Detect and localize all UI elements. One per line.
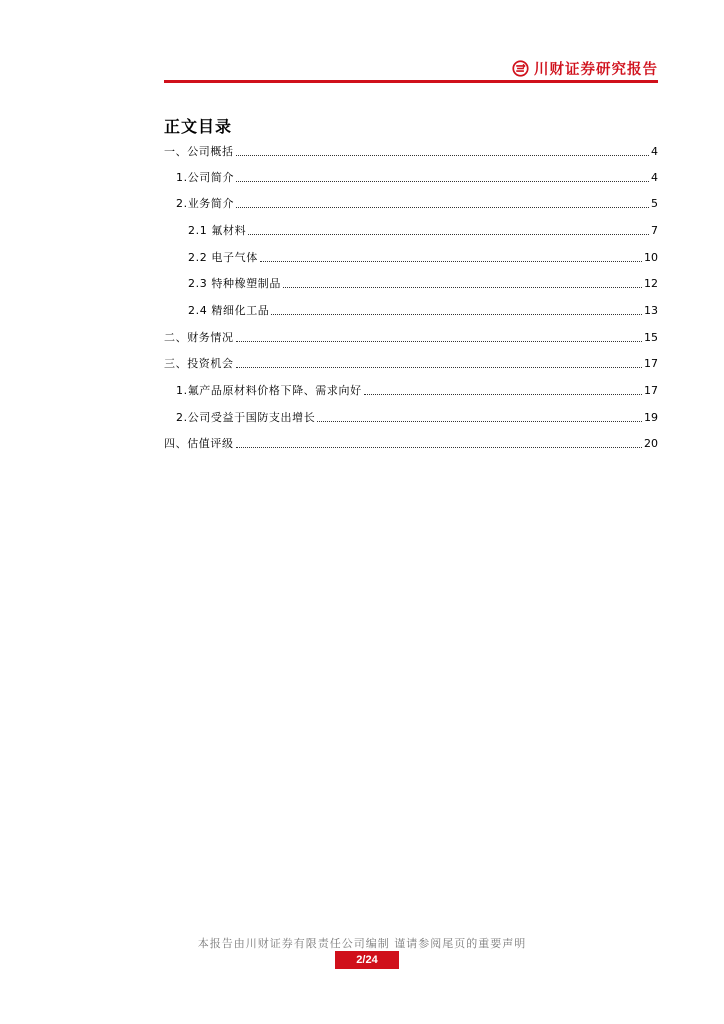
brand-logo xyxy=(512,58,658,79)
toc-entry-page: 13 xyxy=(644,304,658,317)
toc-entry[interactable] xyxy=(164,436,658,452)
toc-entry-page: 20 xyxy=(644,437,658,450)
toc-entry[interactable] xyxy=(176,383,658,399)
toc-entry[interactable] xyxy=(188,276,658,292)
toc-leader xyxy=(236,340,642,342)
toc-entry-page: 10 xyxy=(644,251,658,264)
toc-leader xyxy=(364,393,642,395)
toc-leader xyxy=(236,206,649,208)
toc-entry[interactable] xyxy=(164,356,658,372)
toc-leader xyxy=(236,446,642,448)
toc-entry[interactable] xyxy=(164,330,658,346)
toc-entry[interactable] xyxy=(176,170,658,186)
toc-entry-page: 17 xyxy=(644,384,658,397)
page-header xyxy=(164,58,658,80)
toc-entry[interactable] xyxy=(176,196,658,212)
toc-leader xyxy=(283,286,642,288)
toc-entry-text: 1.氟产品原材料价格下降、需求向好 xyxy=(176,384,362,397)
toc-leader xyxy=(236,366,642,368)
footer-disclaimer: 本报告由川财证券有限责任公司编制 谨请参阅尾页的重要声明 xyxy=(197,937,527,950)
toc-entry-page: 12 xyxy=(644,277,658,290)
toc-entry-text: 四、估值评级 xyxy=(164,437,234,450)
toc-entry[interactable] xyxy=(188,303,658,319)
toc-leader xyxy=(271,313,642,315)
toc-entry-text: 一、公司概括 xyxy=(164,145,234,158)
header-divider xyxy=(164,80,658,83)
toc-entry[interactable] xyxy=(188,223,658,239)
toc-entry-text: 2.业务简介 xyxy=(176,197,235,210)
toc-entry-text: 三、投资机会 xyxy=(164,357,234,370)
toc-entry-text: 2.公司受益于国防支出增长 xyxy=(176,411,316,424)
toc-entry-page: 17 xyxy=(644,357,658,370)
toc-entry-text: 二、财务情况 xyxy=(164,331,234,344)
toc-entry-text: 2.3 特种橡塑制品 xyxy=(188,277,281,290)
toc-leader xyxy=(236,154,649,156)
toc-entry-text: 1.公司简介 xyxy=(176,171,235,184)
circle-s-logo-icon xyxy=(512,60,529,77)
toc-entry[interactable] xyxy=(164,144,658,160)
toc-entry-text: 2.2 电子气体 xyxy=(188,251,258,264)
brand-name: 川财证券研究报告 xyxy=(534,61,658,78)
toc-leader xyxy=(317,420,642,422)
toc-leader xyxy=(236,180,649,182)
toc-entry[interactable] xyxy=(176,410,658,426)
toc-entry[interactable] xyxy=(188,250,658,266)
toc-entry-page: 4 xyxy=(651,171,658,184)
toc-entry-page: 4 xyxy=(651,145,658,158)
toc-leader xyxy=(248,233,649,235)
toc-entry-page: 7 xyxy=(651,224,658,237)
toc-entry-page: 5 xyxy=(651,197,658,210)
toc-entry-page: 15 xyxy=(644,331,658,344)
toc-entry-text: 2.4 精细化工品 xyxy=(188,304,270,317)
page-number-badge: 2/24 xyxy=(335,951,399,969)
toc-leader xyxy=(260,260,642,262)
toc-entry-text: 2.1 氟材料 xyxy=(188,224,247,237)
toc-title: 正文目录 xyxy=(164,117,233,136)
toc-entry-page: 19 xyxy=(644,411,658,424)
